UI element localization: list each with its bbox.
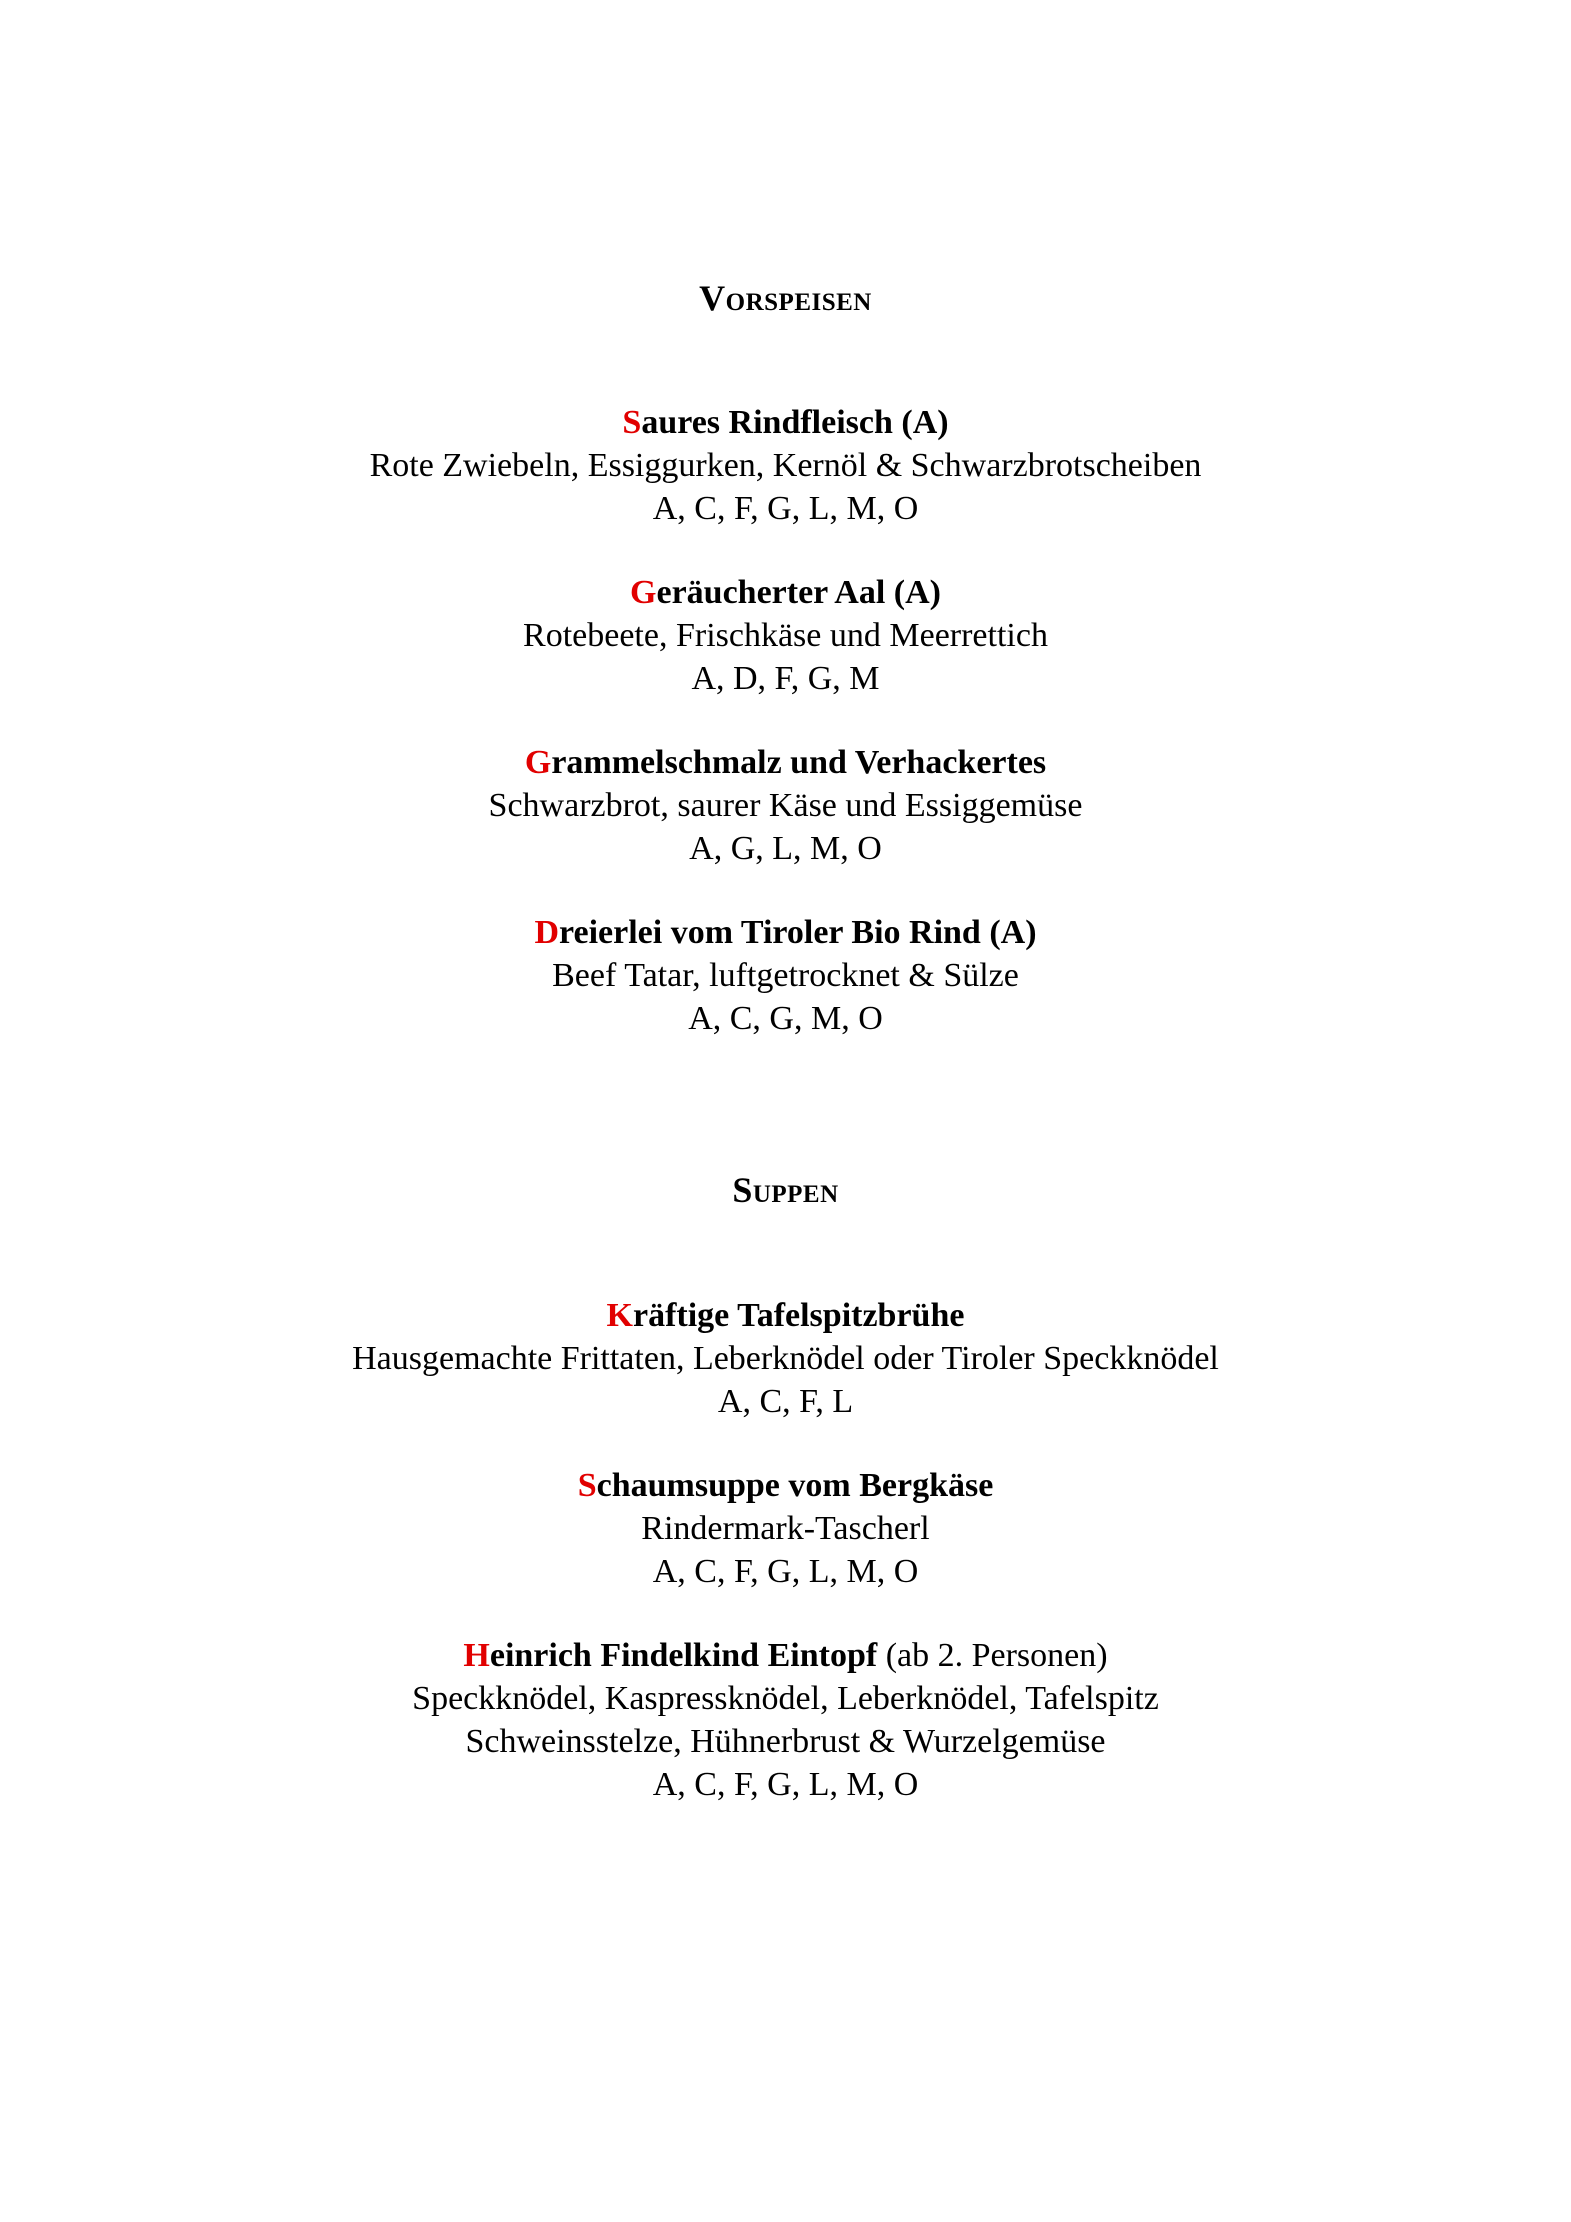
dish-grammelschmalz <box>0 741 1571 870</box>
dish-findelkind-eintopf <box>0 1634 1571 1806</box>
dish-description: Rote Zwiebeln, Essiggurken, Kernöl & Schwarzbrotscheiben <box>369 447 1202 484</box>
dish-allergens: A, G, L, M, O <box>689 830 882 867</box>
dish-initial: G <box>630 574 657 611</box>
dish-name-rest: aures Rindfleisch (A) <box>641 404 949 441</box>
dish-dreierlei-rind <box>0 911 1571 1040</box>
dish-name-rest: reierlei vom Tiroler Bio Rind (A) <box>559 914 1037 951</box>
dish-description: Beef Tatar, luftgetrocknet & Sülze <box>552 957 1019 994</box>
section-title-vorspeisen: Vorspeisen <box>699 278 872 318</box>
dish-description: Schwarzbrot, saurer Käse und Essiggemüse <box>488 787 1083 824</box>
dish-name-rest: einrich Findelkind Eintopf <box>489 1637 878 1674</box>
dish-schaumsuppe-bergkaese <box>0 1464 1571 1593</box>
dish-name <box>0 571 1571 614</box>
dish-note: (ab 2. Personen) <box>877 1637 1108 1674</box>
dish-saures-rindfleisch <box>0 401 1571 530</box>
dish-initial: S <box>577 1467 597 1504</box>
dish-allergens: A, C, F, G, L, M, O <box>652 1766 919 1803</box>
dish-name <box>0 401 1571 444</box>
dish-description: Schweinsstelze, Hühnerbrust & Wurzelgemüse <box>465 1723 1106 1760</box>
dish-tafelspitzbruehe <box>0 1294 1571 1423</box>
dish-initial: K <box>606 1297 633 1334</box>
dish-name-rest: rammelschmalz und Verhackertes <box>551 744 1047 781</box>
dish-allergens: A, C, F, G, L, M, O <box>652 490 919 527</box>
dish-geraeucherter-aal <box>0 571 1571 700</box>
dish-name <box>0 1294 1571 1337</box>
dish-allergens: A, C, G, M, O <box>688 1000 883 1037</box>
dish-initial: G <box>524 744 552 781</box>
dish-allergens: A, C, F, G, L, M, O <box>652 1553 919 1590</box>
dish-name <box>0 741 1571 784</box>
dish-allergens: A, D, F, G, M <box>691 660 880 697</box>
dish-name <box>0 911 1571 954</box>
dish-allergens: A, C, F, L <box>717 1383 854 1420</box>
dish-name <box>0 1634 1571 1677</box>
dish-initial: D <box>534 914 560 951</box>
dish-description: Rotebeete, Frischkäse und Meerrettich <box>523 617 1048 654</box>
dish-description: Rindermark-Tascherl <box>641 1510 930 1547</box>
dish-description: Speckknödel, Kaspressknödel, Leberknödel, Tafelspitz <box>412 1680 1159 1717</box>
dish-name <box>0 1464 1571 1507</box>
dish-name-rest: räftige Tafelspitzbrühe <box>632 1297 965 1334</box>
dish-name-rest: chaumsuppe vom Bergkäse <box>596 1467 994 1504</box>
dish-description: Hausgemachte Frittaten, Leberknödel oder Tiroler Speckknödel <box>352 1340 1219 1377</box>
section-title-suppen: Suppen <box>732 1170 839 1210</box>
dish-initial: H <box>463 1637 490 1674</box>
dish-initial: S <box>622 404 642 441</box>
dish-name-rest: eräucherter Aal (A) <box>656 574 941 611</box>
